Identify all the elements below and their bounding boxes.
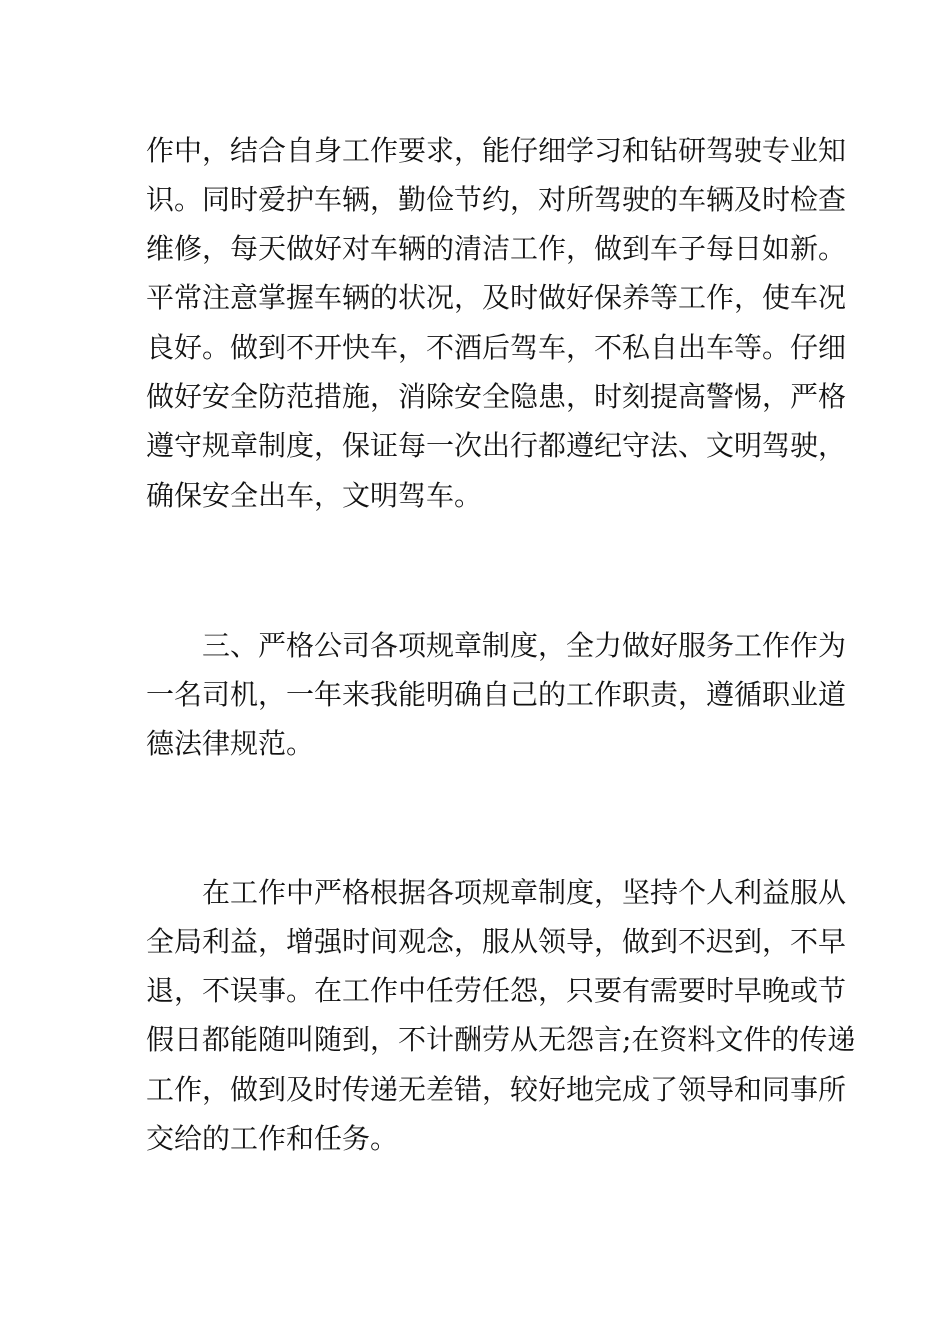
- paragraph-line: 退，不误事。在工作中任劳任怨，只要有需要时早晚或节: [146, 974, 847, 1007]
- paragraph-line: 平常注意掌握车辆的状况，及时做好保养等工作，使车况: [146, 281, 847, 314]
- paragraph-line: 在工作中严格根据各项规章制度，坚持个人利益服从: [202, 876, 847, 909]
- paragraph-line: 三、严格公司各项规章制度，全力做好服务工作作为: [202, 629, 847, 662]
- paragraph-line: 做好安全防范措施，消除安全隐患，时刻提高警惕，严格: [146, 380, 847, 413]
- paragraph-line: 交给的工作和任务。: [146, 1122, 399, 1155]
- paragraph-line: 识。同时爱护车辆，勤俭节约，对所驾驶的车辆及时检查: [146, 183, 847, 216]
- paragraph-line: 遵守规章制度，保证每一次出行都遵纪守法、文明驾驶，: [146, 429, 847, 462]
- paragraph-line: 维修，每天做好对车辆的清洁工作，做到车子每日如新。: [146, 232, 847, 265]
- paragraph-line: 良好。做到不开快车，不酒后驾车，不私自出车等。仔细: [146, 331, 847, 364]
- paragraph-line: 全局利益，增强时间观念，服从领导，做到不迟到，不早: [146, 925, 847, 958]
- paragraph-line: 德法律规范。: [146, 727, 315, 760]
- paragraph-line: 一名司机，一年来我能明确自己的工作职责，遵循职业道: [146, 678, 847, 711]
- paragraph-line: 工作，做到及时传递无差错，较好地完成了领导和同事所: [146, 1073, 847, 1106]
- paragraph-line: 作中，结合自身工作要求，能仔细学习和钻研驾驶专业知: [146, 134, 847, 167]
- paragraph-line: 假日都能随叫随到，不计酬劳从无怨言;在资料文件的传递: [146, 1023, 856, 1056]
- paragraph-line: 确保安全出车，文明驾车。: [146, 479, 483, 512]
